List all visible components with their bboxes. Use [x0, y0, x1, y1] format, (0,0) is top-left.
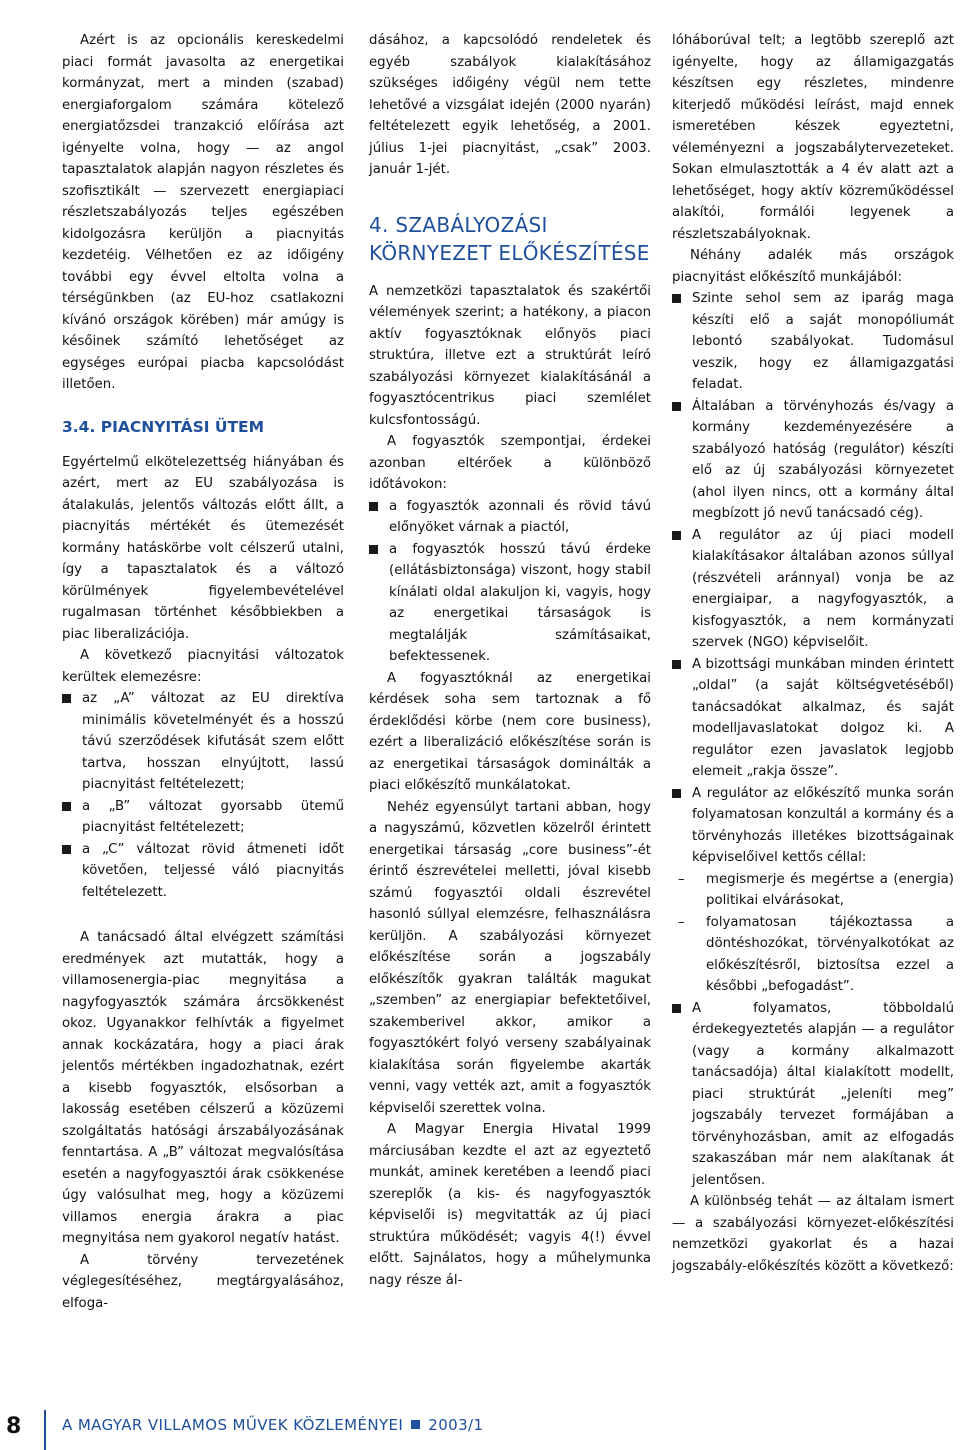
square-bullet-icon [672, 531, 681, 540]
bullet-list [369, 496, 651, 668]
paragraph: A fogyasztók szempontjai, érdekei azonban eltérőek a különböző időtávokon: [369, 434, 651, 492]
list-item [672, 396, 954, 525]
dash-bullet-icon: – [678, 871, 685, 887]
paragraph: A különbség tehát — az általam ismert — a szabályozási környezet-előkészítési nemzetközi gyakorlat és a hazai jogszabály-előkészítés között a következő: [672, 1194, 954, 1274]
bullet-list [672, 288, 954, 1191]
list-item-text: Általában a törvényhozás és/vagy a kormány kezdeményezésére a szabályozó hatóság (regulátor) készíti elő az új szabályozási környezetet (ahol ilyen nincs, ott a kormány által megbízott jó nevű tanácsadó cég). [692, 398, 954, 521]
list-item-text: A bizottsági munkában minden érintett „oldal” (a saját költségvetéséből) tanácsadókat alkalmaz, és saját modelljavaslatokat dolgoz ki. A regulátor ezen javaslatok legjobb elemeit „rakja össze”. [692, 656, 954, 779]
dash-bullet-icon: – [678, 914, 685, 930]
list-item [672, 654, 954, 783]
list-item-text: folyamatosan tájékoztassa a döntéshozókat, törvényalkotókat az előkészítésről, biztosítsa ezzel a későbbi „befogadást”. [706, 914, 954, 994]
list-item-text: a fogyasztók azonnali és rövid távú előnyöket várnak a piactól, [389, 498, 651, 535]
square-separator-icon [411, 1420, 420, 1429]
square-bullet-icon [672, 789, 681, 798]
paragraph: A következő piacnyitási változatok kerültek elemezésre: [62, 648, 344, 685]
bullet-list [62, 688, 344, 903]
square-bullet-icon [62, 802, 71, 811]
paragraph: Nehéz egyensúlyt tartani abban, hogy a nagyszámú, közvetlen közelről érintett energetikai társaság „core business”-ét érintő észrevételei melletti, jóval kisebb számú fogyasztói oldali észrevétel hasonló súllyal elemzésre, felhasználásra kerüljön. A szabályozási környezet előkészítése során a jogszabály előkészítők gyakran találták magukat „szemben” az energiapiar befektetőivel, szakemberivel akkor, amikor a fogyasztókért folyó verseny szabályainak kialakítása során figyelembe akarták venni, vagy vették azt, amit a fogyasztók képviselői szerettek volna. [369, 799, 651, 1116]
list-item [672, 288, 954, 396]
paragraph: Néhány adalék más országok piacnyitást előkészítő munkájából: [672, 248, 954, 285]
list-item-text: az „A” változat az EU direktíva minimális követelményét és a hosszú távú szerződések kifutását szem előtt tartva, hosszan elnyújtott, lassú piacnyitást feltételezett; [82, 691, 344, 792]
list-item-text: A regulátor az új piaci modell kialakításakor általában azonos súllyal (részvételi aránnyal) vonja be az energiaipar, a nagyfogyasztók, a kisfogyasztók, a nem kormányzati szervek (NGO) képviselőit. [692, 527, 954, 650]
list-item [62, 796, 344, 839]
column-1 [62, 30, 344, 1314]
page-footer [0, 1410, 960, 1450]
list-item [672, 783, 954, 998]
paragraph: A törvény tervezetének véglegesítéséhez, megtárgyalásához, elfoga- [62, 1252, 344, 1311]
list-item-text: Szinte sehol sem az iparág maga készíti elő a saját monopóliumát lebontó szabályokat. Tudomásul veszik, hogy ez államigazgatási feladat. [692, 291, 954, 392]
list-item [62, 839, 344, 904]
dash-list-item [672, 912, 954, 998]
list-item-text: a „C” változat rövid átmeneti időt követően, teljessé váló piacnyitás feltételezett. [82, 841, 344, 900]
journal-issue: 2003/1 [428, 1416, 484, 1434]
list-item [369, 496, 651, 539]
footer-divider [44, 1410, 46, 1450]
paragraph: lóháborúval telt; a legtöbb szereplő azt igényelte, hogy az államigazgatás készítsen egy részletes, mindenre kiterjedő működési leírást, majd ennek ismeretében készek egyeztetni, véleményezni a jogszabálytervezeteket. Sokan elmulasztották a 4 év alatt azt a lehetőséget, hogy aktív közreműködéssel alakítói, formálói legyenek a részletszabályoknak. [672, 33, 954, 242]
column-2 [369, 30, 651, 1291]
list-item [672, 998, 954, 1192]
section-heading: 3.4. PIACNYITÁSI ÜTEM [62, 417, 265, 436]
square-bullet-icon [369, 502, 378, 511]
square-bullet-icon [672, 1004, 681, 1013]
journal-title: A MAGYAR VILLAMOS MŰVEK KÖZLEMÉNYEI [62, 1416, 404, 1434]
dash-list-item [672, 869, 954, 912]
paragraph: A nemzetközi tapasztalatok és szakértői vélemények szerint; a hatékony, a piacon aktív fogyasztóknak előnyös piaci struktúra, illetve ezt a struktúrát leíró szabályozási környezet kialakításánál a fogyasztócentrikus piaci szemlélet kulcsfontosságú. [369, 283, 651, 428]
list-item [62, 688, 344, 796]
paragraph: Egyértelmű elkötelezettség hiányában és azért, mert az EU szabályozása is átalakulás, jelentős változás előtt állt, a piacnyitás mértékét és ütemezését kormány hatáskörbe volt célszerű utalni, így a tapasztalatok és a változó körülmények figyelembevételével rugalmasan történhet későbbiekben a piac liberalizációja. [62, 454, 344, 642]
paragraph: A Magyar Energia Hivatal 1999 márciusában kezdte el azt az egyeztető munkát, aminek keretében a leendő piaci szereplők (a kis- és nagyfogyasztók képviselői is) megvitatták az új piaci struktúra működését; vagyis 4(!) évvel előtt. Sajnálatos, hogy a műhelymunka nagy része ál- [369, 1122, 651, 1288]
list-item-text: A regulátor az előkészítő munka során folyamatosan konzultál a kormány és a törvényhozás illetékes bizottságainak képviselőivel kettős céllal: [692, 785, 954, 865]
list-item [672, 525, 954, 654]
list-item [369, 539, 651, 668]
column-3 [672, 30, 954, 1277]
page-number: 8 [6, 1414, 22, 1439]
square-bullet-icon [672, 660, 681, 669]
dash-list [672, 869, 954, 998]
square-bullet-icon [62, 845, 71, 854]
square-bullet-icon [62, 694, 71, 703]
square-bullet-icon [672, 294, 681, 303]
list-item-text: megismerje és megértse a (energia) politikai elvárásokat, [706, 871, 954, 908]
paragraph: Azért is az opcionális kereskedelmi piaci formát javasolta az energetikai kormányzat, mert a minden (szabad) energiaforgalom számára kötelező energiatőzsdei tranzakció előírása azt igényelte volna, hogy — az angol tapasztalatok alapján nagyon részletes és szofisztikált — szervezett energiapiaci részletszabályozás teljes egészében kidolgozásra kerüljön a piacnyitás kezdetéig. Vélhetően ez az időigény további egy évvel eltolta volna a térségünkben (az EU-hoz csatlakozni kívánó országok körében) már amúgy is későinek számító lehetőséget az egységes európai piacba kapcsolódást illetően. [62, 33, 344, 392]
section-heading: 4. SZABÁLYOZÁSI KÖRNYEZET ELŐKÉSZÍTÉSE [369, 212, 650, 265]
list-item-text: A folyamatos, többoldalú érdekegyeztetés alapján — a regulátor (vagy a kormány alkalmazott tanácsadója) által kialakított modellt, piaci struktúrát „jeleníti meg” jogszabály tervezet formájában a törvényhozásban, amit az elfogadás szakaszában már nem alakítanak át jelentősen. [692, 1000, 954, 1188]
footer-journal [62, 1416, 483, 1434]
square-bullet-icon [369, 545, 378, 554]
square-bullet-icon [672, 402, 681, 411]
paragraph: dásához, a kapcsolódó rendeletek és egyéb szabályok kialakításához szükséges időigény végül nem tette lehetővé a vizsgálat idején (2000 nyarán) feltételezett egyik lehetőség, a 2001. július 1-jei piacnyitást, „csak” 2003. január 1-jét. [369, 33, 651, 177]
paragraph: A fogyasztóknál az energetikai kérdések soha sem tartoznak a fő érdeklődési körbe (nem core business), ezért a liberalizáció előkészítése során is az energetikai társaságok dominálták a piaci előkészítő munkálatokat. [369, 670, 651, 793]
paragraph: A tanácsadó által elvégzett számítási eredmények azt mutatták, hogy a villamosenergia-piac megnyitása a nagyfogyasztók számára árcsökkenést okoz. Ugyanakkor felhívták a figyelmet annak kockázatára, hogy a piaci árak jelentős mértékben ingadozhatnak, ezért a kisebb fogyasztók, elsősorban a lakosság esetében célszerű a közüzemi szolgáltatás hatósági árszabályozásának fenntartása. A „B” változat megvalósítása esetén a nagyfogyasztói árak csökkenése úgy valósulhat meg, hogy a közüzemi villamos energia árakra a piac megnyitása nem gyakorol negatív hatást. [62, 930, 344, 1246]
list-item-text: a fogyasztók hosszú távú érdeke (ellátásbiztonsága) viszont, hogy stabil kínálati oldal alakuljon ki, vagyis, hogy az energetikai társaságok is megtalálják számításaikat, befektessenek. [389, 541, 651, 664]
list-item-text: a „B” változat gyorsabb ütemű piacnyitást feltételezett; [82, 798, 344, 835]
